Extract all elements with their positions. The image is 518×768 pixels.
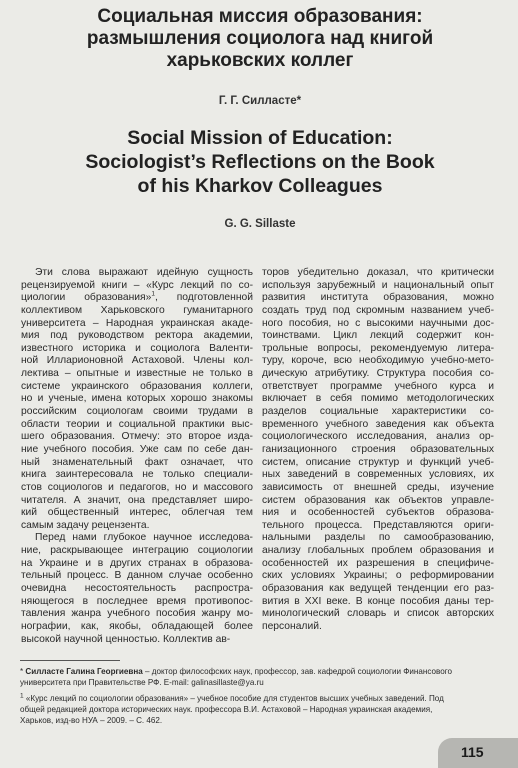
body-text-line: тавления жанра учебного пособия жанру мо- <box>21 608 253 620</box>
body-text-line: нографии, как, якобы, обладающей более <box>21 620 253 632</box>
english-title-line: Sociologist’s Reflections on the Book <box>85 151 435 173</box>
body-text-line: книга заинтересовала не только специали- <box>21 469 253 481</box>
body-text-line: временного учебного заведения как объекта <box>262 418 494 430</box>
body-text-line: стов социологов и педагогов, но и массового <box>21 481 253 493</box>
body-text-line: минологический словарь и список авторских <box>262 608 494 620</box>
body-text-line: системе украинского образования коллеги, <box>21 380 253 392</box>
footnote-reference-text: Харьков, изд-во НУА – 2009. – С. 462. <box>20 716 163 725</box>
footnote-reference-mark: 1 <box>151 290 155 298</box>
body-text-line: кий общественный интерес, облегчая тем <box>21 507 253 519</box>
body-text-line: развития института образования, можно <box>262 292 494 304</box>
footnote-author-text: университета при Правительстве РФ. E-mail: galinasillaste@ya.ru <box>20 678 264 687</box>
body-text-line: на Украине и в других странах в образова- <box>21 557 253 569</box>
body-text-line: тельный процесс. В данном случае особенно <box>21 570 253 582</box>
body-text-line: систем образования как объектов управле- <box>262 494 494 506</box>
russian-title-line: размышления социолога над книгой <box>86 28 434 49</box>
body-text-line: мия под руководством ректора академии, <box>21 330 253 342</box>
body-text-line: ских условиях Украины; о реформировании <box>262 570 494 582</box>
body-text-line: известного историка и социолога Валенти- <box>21 342 253 354</box>
body-text-line: ного пособия, но с высокими научными дос- <box>262 317 494 329</box>
body-text-line: российским социологам своими трудами в <box>21 406 253 418</box>
body-text-line: но и ученые, имена которых хорошо знакомы <box>21 393 253 405</box>
body-text-line: ной Илларионовной Астаховой. Члены кол- <box>21 355 253 367</box>
body-text-line: используя зарубежный и национальный опыт <box>262 279 494 291</box>
body-text-line: лектива – опытные и известные не только в <box>21 368 253 380</box>
page-number: 115 <box>461 744 484 760</box>
body-text-line: ние, раскрывающее интеграцию социологии <box>21 545 253 557</box>
footnote-author-text: – доктор философских наук, профессор, зав. кафедрой социологии Финансового <box>142 667 452 676</box>
english-title-line: Social Mission of Education: <box>127 127 393 149</box>
body-text-line: нальными разделы по самообразованию, <box>262 532 494 544</box>
body-text-line: ганизационного строения образовательных <box>262 443 494 455</box>
footnote-author <box>20 666 510 688</box>
body-text-line: самым задачу рецензента. <box>21 519 150 531</box>
body-text-line: очевидна несостоятельность распростра- <box>21 583 253 595</box>
body-text-line: читателя. А значит, она представляет широ- <box>21 494 253 506</box>
body-text-line: торов убедительно доказал, что критически <box>262 267 494 278</box>
body-text-line: тоинствами. Цикл лекций содержит кон- <box>262 330 494 342</box>
footnote-mark: * <box>20 667 24 676</box>
body-text-line: ный знаменательный факт означает, что <box>21 456 253 468</box>
body-text-line: университета – Народная украинская акаде- <box>21 317 253 329</box>
body-text-line: Эти слова выражают идейную сущность <box>35 267 253 278</box>
body-text-line: зависимость от внешней среды, изучение <box>262 481 494 493</box>
body-text-line: анализу глобальных проблем образования и <box>262 545 494 557</box>
footnote-divider <box>20 660 120 661</box>
body-text-line: туру, короче, всю необходимую учебно-мето- <box>262 355 494 367</box>
body-text-line: социологического исследования, анализ ор- <box>262 431 494 443</box>
body-text-line: разделов социальные характеристики со- <box>262 406 494 418</box>
body-text-line: тельного процесса. Представляются ориги- <box>262 519 494 531</box>
body-text-segment: циологии образования» <box>21 292 152 304</box>
body-column-left <box>21 267 253 646</box>
body-text-line: высокой научной ценностью. Коллектив ав- <box>21 633 231 645</box>
footnote-number: 1 <box>20 692 24 700</box>
russian-title-line: харьковских коллег <box>166 50 354 71</box>
body-text-line: ных заведений в современных условиях, их <box>262 469 494 481</box>
body-column-right <box>262 267 494 634</box>
body-text-line: рецензируемой книги – «Курс лекций по со- <box>21 279 253 291</box>
english-author: G. G. Sillaste <box>224 218 296 230</box>
footnote-author-name: Силласте Галина Георгиевна <box>25 667 143 676</box>
body-text-line: ответствует программе учебного курса и <box>262 380 494 392</box>
body-text-line <box>21 292 253 305</box>
russian-author: Г. Г. Силласте* <box>218 95 302 107</box>
english-title <box>40 126 480 198</box>
body-text-line: области теории и социальной практики выс- <box>21 418 253 430</box>
body-text-line: шего образования. Отмечу: это второе изда- <box>21 431 253 443</box>
footnote-reference <box>20 693 510 726</box>
body-text-segment: , подготовленной <box>154 292 253 304</box>
body-text-line: вития в XXI веке. В конце пособия даны тер- <box>262 595 494 607</box>
english-title-line: of his Kharkov Colleagues <box>137 175 383 197</box>
body-text-line: систем, описание структур и функций учеб- <box>262 456 494 468</box>
body-text-line: няющегося в последнее время противопос- <box>21 595 253 607</box>
footnote-reference-text: общей редакцией доктора исторических наук. профессора В.И. Астаховой – Народная украинская академия, <box>20 705 433 714</box>
body-text-line: образования как ведущей тенденции его раз- <box>262 583 494 595</box>
footnote-reference-text: «Курс лекций по социологии образования» – учебное пособие для студентов высших учебных заведений. Под <box>25 694 444 703</box>
body-text-line: создать труд под скромным названием учеб- <box>262 304 494 316</box>
body-text-line: Перед нами глубокое научное исследова- <box>35 532 253 544</box>
body-text-line: включает в себя помимо методологических <box>262 393 494 405</box>
body-text-line: ние учебного пособия. Уже сам по себе дан- <box>21 443 253 455</box>
body-text-line: коллективом Харьковского гуманитарного <box>21 304 253 316</box>
body-text-line: дическую атрибутику. Структура пособия со- <box>262 368 494 380</box>
russian-title <box>40 6 480 72</box>
body-text-line: ния и особенностей субъектов образова- <box>262 507 494 519</box>
russian-title-line: Социальная миссия образования: <box>97 6 423 27</box>
body-text-line: трольные вопросы, рекомендуемую литера- <box>262 342 494 354</box>
body-text-line: особенностей их разрешения в специфиче- <box>262 557 494 569</box>
body-text-line: персоналий. <box>262 620 322 632</box>
